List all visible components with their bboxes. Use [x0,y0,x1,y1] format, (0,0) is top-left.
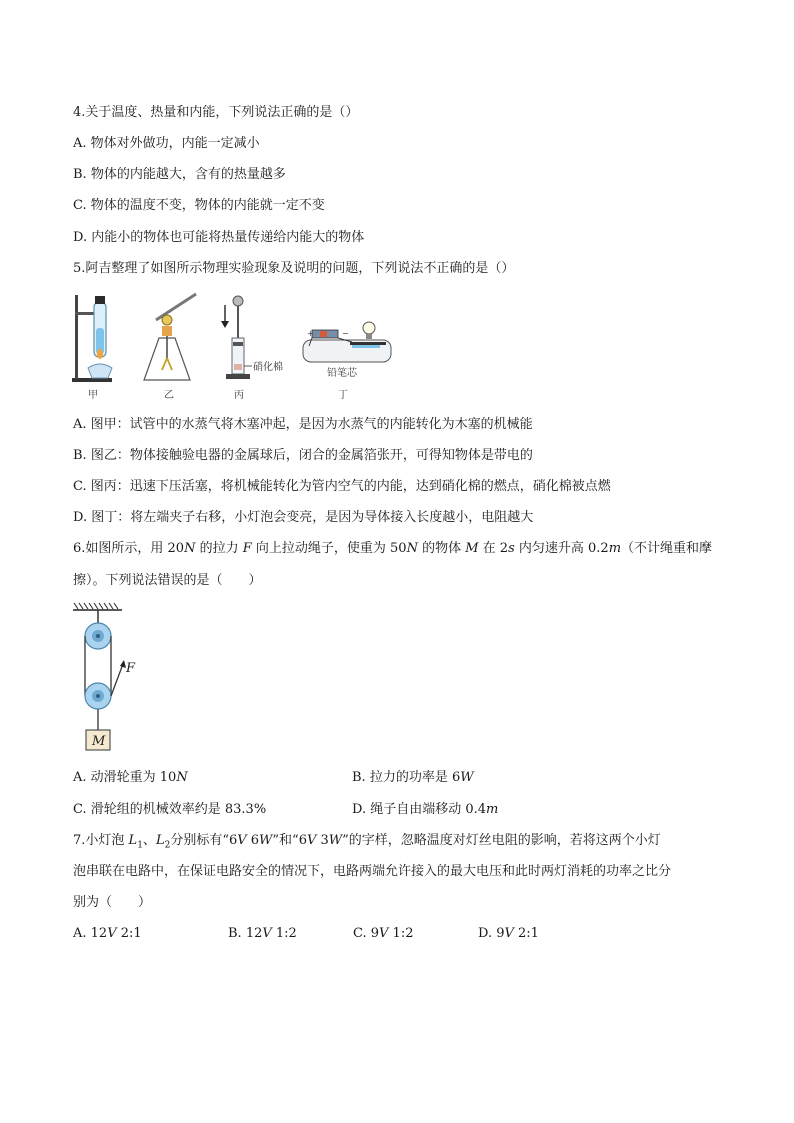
figure-ding-circuit [303,322,391,401]
q7-option-b: B. 12V 1:2 [228,926,297,941]
q7-line2: 泡串联在电路中，在保证电路安全的情况下，电路两端允许接入的最大电压和此时两灯消耗的功率之比分 [73,864,672,879]
q7-option-c: C. 9V 1:2 [353,926,414,941]
q6-option-d: D. 绳子自由端移动 0.4m [352,802,499,817]
q4-option-c: C. 物体的温度不变，物体的内能就一定不变 [73,198,325,213]
q7-option-d: D. 9V 2:1 [478,926,539,941]
figure-bing-piston [221,296,283,401]
q5-option-b: B. 图乙：物体接触验电器的金属球后，闭合的金属箔张开，可得知物体是带电的 [73,448,533,463]
label-ding: 丁 [338,390,348,401]
svg-text:−: − [342,329,349,338]
q6-stem-line1: 6.如图所示，用 20N 的拉力 F 向上拉动绳子，使重为 50N 的物体 M 在 2s 内匀速升高 0.2m（不计绳重和摩 [73,541,713,556]
figure-yi-electroscope [144,294,196,401]
q7-line1: 7.小灯泡 $L_1$、$L_2$分别标有“6V 6W”和“6V 3W”的字样，忽略温度对灯丝电阻的影响，若将这两个小灯 [73,833,661,851]
label-pencil: 铅笔芯 [327,368,357,379]
svg-text:+: + [307,329,314,338]
q4-option-d: D. 内能小的物体也可能将热量传递给内能大的物体 [73,230,365,245]
q5-option-c: C. 图丙：迅速下压活塞，将机械能转化为管内空气的内能，达到硝化棉的燃点，硝化棉被点燃 [73,479,611,494]
force-label: F [126,661,136,676]
label-yi: 乙 [164,390,174,401]
q5-option-d: D. 图丁：将左端夹子右移，小灯泡会变亮，是因为导体接入长度越小，电阻越大 [73,510,534,525]
label-cotton: 硝化棉 [253,362,283,373]
q7-option-a: A. 12V 2:1 [73,926,142,941]
q6-option-b: B. 拉力的功率是 6W [352,770,474,785]
q6-pulley-figure [70,602,150,752]
q6-option-c: C. 滑轮组的机械效率约是 83.3% [73,802,267,817]
figure-jia-test-tube [72,295,112,401]
q4-option-b: B. 物体的内能越大，含有的热量越多 [73,167,286,182]
label-bing: 丙 [234,390,244,401]
q5-option-a: A. 图甲：试管中的水蒸气将木塞冲起，是因为水蒸气的内能转化为木塞的机械能 [73,417,533,432]
q5-experiment-figure [66,290,406,405]
q5-stem: 5.阿吉整理了如图所示物理实验现象及说明的问题，下列说法不正确的是（） [73,261,515,276]
q6-option-a: A. 动滑轮重为 10N [73,770,188,785]
q4-stem: 4.关于温度、热量和内能，下列说法正确的是（） [73,105,359,120]
q7-line3: 别为（ ） [73,895,152,910]
q4-option-a: A. 物体对外做功，内能一定减小 [73,136,260,151]
label-jia: 甲 [88,390,98,401]
mass-label: M [92,734,106,749]
q6-stem-line2: 擦）。下列说法错误的是（ ） [73,573,262,588]
